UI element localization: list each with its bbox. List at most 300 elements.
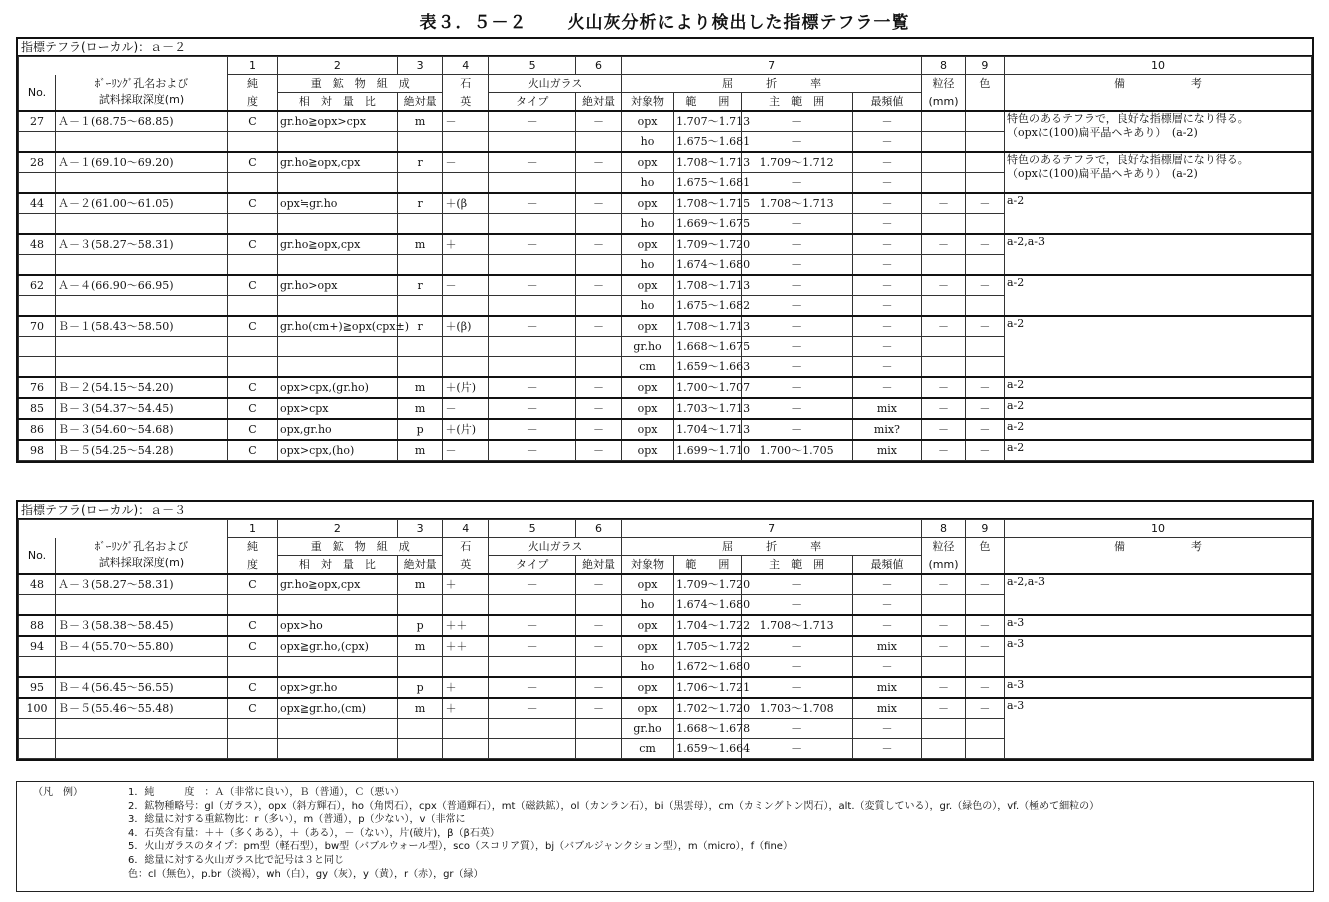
column-number: 9 xyxy=(965,57,1004,75)
main-range: 1.703～1.708 xyxy=(741,698,852,719)
grain-size xyxy=(922,152,966,173)
empty-cell xyxy=(965,357,1004,378)
boring-depth: Ａ－４(66.90～66.95) xyxy=(56,275,228,296)
relative-ratio: gr.ho>opx xyxy=(278,275,398,296)
empty-cell xyxy=(397,255,443,276)
main-range: － xyxy=(741,214,852,235)
empty-cell xyxy=(56,296,228,317)
empty-cell xyxy=(227,657,277,678)
header-glass-absolute: 絶対量 xyxy=(576,556,622,575)
mode-value: － xyxy=(852,337,922,357)
color: － xyxy=(965,234,1004,255)
sample-no: 28 xyxy=(19,152,56,173)
tephra-table-a3 xyxy=(16,500,1314,761)
empty-cell xyxy=(227,739,277,759)
empty-cell xyxy=(922,337,966,357)
main-range: － xyxy=(741,574,852,595)
absolute-amount: m xyxy=(397,698,443,719)
remarks-text: a-2 xyxy=(1006,441,1025,454)
header-remarks: 備 考 xyxy=(1004,538,1311,556)
glass-absolute: － xyxy=(576,677,622,698)
grain-size: － xyxy=(922,234,966,255)
empty-cell xyxy=(443,337,489,357)
remarks xyxy=(1004,419,1311,440)
empty-cell xyxy=(443,173,489,194)
purity: C xyxy=(227,152,277,173)
empty-cell xyxy=(397,214,443,235)
refraction-range: 1.706～1.721 xyxy=(674,677,741,698)
absolute-amount: m xyxy=(397,440,443,461)
empty-cell xyxy=(397,173,443,194)
tephra-data-table xyxy=(18,56,1312,461)
remarks xyxy=(1004,234,1311,275)
refraction-range: 1.659～1.664 xyxy=(674,739,741,759)
table-row xyxy=(19,377,1312,398)
target-mineral: ho xyxy=(621,595,673,616)
column-number: 4 xyxy=(443,57,489,75)
refraction-range: 1.708～1.713 xyxy=(674,275,741,296)
sample-no: 95 xyxy=(19,677,56,698)
empty-cell xyxy=(922,296,966,317)
empty-cell xyxy=(965,337,1004,357)
quartz: ＋(片) xyxy=(443,377,489,398)
column-number: 6 xyxy=(576,57,622,75)
header-boring xyxy=(56,538,228,575)
main-range: － xyxy=(741,337,852,357)
empty-cell xyxy=(489,657,576,678)
quartz: ＋(片) xyxy=(443,419,489,440)
remarks xyxy=(1004,615,1311,636)
mode-value: － xyxy=(852,275,922,296)
empty-cell xyxy=(278,719,398,739)
empty-cell xyxy=(227,173,277,194)
glass-type: － xyxy=(489,398,576,419)
grain-size: － xyxy=(922,419,966,440)
purity: C xyxy=(227,636,277,657)
glass-absolute: － xyxy=(576,152,622,173)
glass-type: － xyxy=(489,377,576,398)
refraction-range: 1.702～1.720 xyxy=(674,698,741,719)
glass-type: － xyxy=(489,316,576,337)
header-purity-2: 度 xyxy=(227,93,277,112)
remarks xyxy=(1004,677,1311,698)
empty-cell xyxy=(922,357,966,378)
empty-cell xyxy=(278,296,398,317)
glass-type: － xyxy=(489,419,576,440)
column-number: 3 xyxy=(397,520,443,538)
header-absolute: 絶対量 xyxy=(397,93,443,112)
refraction-range: 1.675～1.681 xyxy=(674,132,741,153)
glass-absolute: － xyxy=(576,275,622,296)
grain-size: － xyxy=(922,377,966,398)
relative-ratio: opx≒gr.ho xyxy=(278,193,398,214)
header-color: 色 xyxy=(965,538,1004,556)
mode-value: － xyxy=(852,739,922,759)
empty-cell xyxy=(443,132,489,153)
table-row xyxy=(19,677,1312,698)
purity: C xyxy=(227,440,277,461)
empty-cell xyxy=(576,657,622,678)
column-number: 1 xyxy=(227,520,277,538)
table-row xyxy=(19,440,1312,461)
mode-value: mix xyxy=(852,698,922,719)
empty-cell xyxy=(278,173,398,194)
glass-absolute: － xyxy=(576,440,622,461)
color xyxy=(965,111,1004,132)
empty-cell xyxy=(56,214,228,235)
header-sampling-line: 試料採取深度(m) xyxy=(98,93,185,107)
quartz: － xyxy=(443,440,489,461)
empty-cell xyxy=(576,357,622,378)
remarks xyxy=(1004,193,1311,234)
table-row xyxy=(19,574,1312,595)
quartz: － xyxy=(443,398,489,419)
mode-value: － xyxy=(852,657,922,678)
header-purity: 純 xyxy=(227,75,277,93)
header-purity-2: 度 xyxy=(227,556,277,575)
table-row xyxy=(19,193,1312,214)
glass-absolute: － xyxy=(576,193,622,214)
table-row xyxy=(19,234,1312,255)
grain-size: － xyxy=(922,193,966,214)
remarks-text: a-3 xyxy=(1006,616,1025,629)
table-row xyxy=(19,615,1312,636)
glass-absolute: － xyxy=(576,574,622,595)
mode-value: － xyxy=(852,357,922,378)
mode-value: － xyxy=(852,173,922,194)
quartz: ＋(β) xyxy=(443,316,489,337)
color: － xyxy=(965,440,1004,461)
absolute-amount: p xyxy=(397,615,443,636)
boring-depth: Ａ－２(61.00～61.05) xyxy=(56,193,228,214)
mode-value: － xyxy=(852,132,922,153)
header-heavy-mineral: 重 鉱 物 組 成 xyxy=(278,75,443,93)
remarks-text: a-2 xyxy=(1006,399,1025,412)
relative-ratio: opx≧gr.ho,(cpx) xyxy=(278,636,398,657)
empty-cell xyxy=(19,739,56,759)
mode-value: mix xyxy=(852,636,922,657)
absolute-amount: r xyxy=(397,152,443,173)
column-number: 2 xyxy=(278,520,398,538)
table-row xyxy=(19,698,1312,719)
glass-absolute: － xyxy=(576,234,622,255)
column-number: 2 xyxy=(278,57,398,75)
column-number: 3 xyxy=(397,57,443,75)
empty-cell xyxy=(227,357,277,378)
target-mineral: opx xyxy=(621,636,673,657)
boring-depth: Ａ－１(68.75～68.85) xyxy=(56,111,228,132)
main-range: 1.700～1.705 xyxy=(741,440,852,461)
glass-absolute: － xyxy=(576,698,622,719)
empty-cell xyxy=(397,657,443,678)
target-mineral: opx xyxy=(621,193,673,214)
empty-cell xyxy=(19,255,56,276)
glass-type: － xyxy=(489,193,576,214)
absolute-amount: r xyxy=(397,275,443,296)
target-mineral: ho xyxy=(621,255,673,276)
table-number: 表３．５－２ xyxy=(419,13,528,33)
mode-value: mix xyxy=(852,440,922,461)
color: － xyxy=(965,316,1004,337)
glass-type: － xyxy=(489,615,576,636)
legend-line: 2．鉱物種略号：gl（ガラス），opx（斜方輝石），ho（角閃石），cpx（普通輝石），mt（磁鉄鉱），ol（カンラン石），bi（黒雲母），cm（カミングトン閃石），alt.（変質している），gr.（緑色の），vf.（極めて細粒の） xyxy=(128,800,1100,812)
empty-cell xyxy=(397,739,443,759)
header-relative: 相 対 量 比 xyxy=(278,556,398,575)
empty-cell xyxy=(443,739,489,759)
refraction-range: 1.668～1.678 xyxy=(674,719,741,739)
empty-cell xyxy=(227,595,277,616)
empty-cell xyxy=(965,739,1004,759)
legend-line: 4．石英含有量：＋＋（多くある），＋（ある），－（ない），片(破片)，β（β石英） xyxy=(128,827,500,839)
empty-cell xyxy=(922,214,966,235)
empty-cell xyxy=(397,719,443,739)
target-mineral: ho xyxy=(621,657,673,678)
refraction-range: 1.704～1.713 xyxy=(674,419,741,440)
header-grain: 粒径 xyxy=(922,75,966,93)
remarks xyxy=(1004,574,1311,615)
remarks xyxy=(1004,698,1311,759)
target-mineral: opx xyxy=(621,574,673,595)
empty-cell xyxy=(278,657,398,678)
main-range: － xyxy=(741,739,852,759)
absolute-amount: m xyxy=(397,636,443,657)
sample-no: 62 xyxy=(19,275,56,296)
empty-cell xyxy=(489,337,576,357)
table-row xyxy=(19,419,1312,440)
empty-cell xyxy=(922,657,966,678)
empty-cell xyxy=(443,255,489,276)
empty-cell xyxy=(443,214,489,235)
main-range: － xyxy=(741,636,852,657)
header-glass: 火山ガラス xyxy=(489,538,622,556)
table-row xyxy=(19,275,1312,296)
main-range: － xyxy=(741,234,852,255)
empty-cell xyxy=(397,595,443,616)
empty-cell xyxy=(227,719,277,739)
tephra-table-a2 xyxy=(16,37,1314,463)
column-number: 8 xyxy=(922,57,966,75)
legend-box xyxy=(16,781,1314,892)
absolute-amount: m xyxy=(397,377,443,398)
target-mineral: ho xyxy=(621,296,673,317)
refraction-range: 1.705～1.722 xyxy=(674,636,741,657)
boring-depth: Ａ－３(58.27～58.31) xyxy=(56,574,228,595)
purity: C xyxy=(227,316,277,337)
column-number: 9 xyxy=(965,520,1004,538)
glass-type: － xyxy=(489,636,576,657)
table-row xyxy=(19,111,1312,132)
absolute-amount: m xyxy=(397,234,443,255)
boring-depth: Ａ－１(69.10～69.20) xyxy=(56,152,228,173)
header-target: 対象物 xyxy=(621,93,673,112)
mode-value: mix xyxy=(852,398,922,419)
header-quartz-2: 英 xyxy=(443,556,489,575)
column-number: 5 xyxy=(489,57,576,75)
refraction-range: 1.674～1.680 xyxy=(674,595,741,616)
main-range: － xyxy=(741,132,852,153)
target-mineral: opx xyxy=(621,398,673,419)
remarks-text: 特色のあるテフラで，良好な指標層になり得る。 （opxに(100)扁平晶ヘキあり） (a-2) xyxy=(1006,112,1249,139)
header-range: 範 囲 xyxy=(674,556,741,575)
relative-ratio: gr.ho≧opx>cpx xyxy=(278,111,398,132)
empty-cell xyxy=(576,173,622,194)
refraction-range: 1.700～1.707 xyxy=(674,377,741,398)
relative-ratio: opx>ho xyxy=(278,615,398,636)
empty-cell xyxy=(922,255,966,276)
main-range: － xyxy=(741,419,852,440)
absolute-amount: p xyxy=(397,677,443,698)
header-quartz-2: 英 xyxy=(443,93,489,112)
remarks-text: a-3 xyxy=(1006,637,1025,650)
empty-cell xyxy=(576,214,622,235)
absolute-amount: m xyxy=(397,574,443,595)
header-grain: 粒径 xyxy=(922,538,966,556)
glass-type: － xyxy=(489,677,576,698)
refraction-range: 1.708～1.713 xyxy=(674,152,741,173)
quartz: ＋ xyxy=(443,574,489,595)
boring-depth: Ｂ－２(54.15～54.20) xyxy=(56,377,228,398)
refraction-range: 1.708～1.713 xyxy=(674,316,741,337)
empty-cell xyxy=(19,173,56,194)
empty-cell xyxy=(576,739,622,759)
remarks-text: a-2 xyxy=(1006,317,1025,330)
remarks xyxy=(1004,152,1311,193)
column-number: 1 xyxy=(227,57,277,75)
empty-cell xyxy=(443,595,489,616)
absolute-amount: r xyxy=(397,193,443,214)
grain-size: － xyxy=(922,398,966,419)
grain-size: － xyxy=(922,316,966,337)
empty-cell xyxy=(922,132,966,153)
target-mineral: cm xyxy=(621,739,673,759)
color: － xyxy=(965,193,1004,214)
empty-cell xyxy=(489,255,576,276)
color: － xyxy=(965,275,1004,296)
refraction-range: 1.675～1.681 xyxy=(674,173,741,194)
column-number: 7 xyxy=(621,520,921,538)
target-mineral: gr.ho xyxy=(621,719,673,739)
empty-cell xyxy=(397,296,443,317)
legend-line: 3．総量に対する重鉱物比：r（多い），m（普通），p（少ない），v（非常に xyxy=(128,814,466,826)
refraction-range: 1.669～1.675 xyxy=(674,214,741,235)
header-boring-line: ﾎﾞｰﾘﾝｸﾞ孔名および xyxy=(94,77,189,91)
empty-cell xyxy=(56,657,228,678)
main-range: － xyxy=(741,111,852,132)
column-number: 10 xyxy=(1004,57,1311,75)
boring-depth: Ｂ－３(58.38～58.45) xyxy=(56,615,228,636)
header-sampling-line: 試料採取深度(m) xyxy=(98,556,185,570)
remarks xyxy=(1004,398,1311,419)
column-number: 10 xyxy=(1004,520,1311,538)
remarks xyxy=(1004,636,1311,677)
header-heavy-mineral: 重 鉱 物 組 成 xyxy=(278,538,443,556)
empty-cell xyxy=(443,357,489,378)
empty-cell xyxy=(489,296,576,317)
mode-value: － xyxy=(852,574,922,595)
main-range: － xyxy=(741,657,852,678)
empty-cell xyxy=(965,296,1004,317)
purity: C xyxy=(227,615,277,636)
empty-cell xyxy=(443,296,489,317)
target-mineral: gr.ho xyxy=(621,337,673,357)
absolute-amount: p xyxy=(397,419,443,440)
sample-no: 88 xyxy=(19,615,56,636)
sample-no: 85 xyxy=(19,398,56,419)
quartz: ＋ xyxy=(443,698,489,719)
empty-cell xyxy=(19,595,56,616)
refraction-range: 1.703～1.713 xyxy=(674,398,741,419)
glass-type: － xyxy=(489,111,576,132)
refraction-range: 1.709～1.720 xyxy=(674,574,741,595)
table-row xyxy=(19,316,1312,337)
empty-cell xyxy=(489,357,576,378)
quartz: ＋ xyxy=(443,234,489,255)
color: － xyxy=(965,419,1004,440)
quartz: － xyxy=(443,275,489,296)
remarks xyxy=(1004,377,1311,398)
empty-cell xyxy=(489,739,576,759)
target-mineral: ho xyxy=(621,173,673,194)
relative-ratio: gr.ho(cm+)≧opx(cpx±) xyxy=(278,316,398,337)
glass-type: － xyxy=(489,275,576,296)
absolute-amount: m xyxy=(397,398,443,419)
relative-ratio: opx>gr.ho xyxy=(278,677,398,698)
mode-value: － xyxy=(852,595,922,616)
target-mineral: opx xyxy=(621,152,673,173)
header-boring-line: ﾎﾞｰﾘﾝｸﾞ孔名および xyxy=(94,540,189,554)
empty-cell xyxy=(278,255,398,276)
purity: C xyxy=(227,193,277,214)
column-number: 7 xyxy=(621,57,921,75)
empty-cell xyxy=(576,595,622,616)
main-range: 1.708～1.713 xyxy=(741,193,852,214)
quartz: ＋＋ xyxy=(443,615,489,636)
relative-ratio: gr.ho≧opx,cpx xyxy=(278,574,398,595)
sample-no: 44 xyxy=(19,193,56,214)
empty-cell xyxy=(278,357,398,378)
header-glass-absolute: 絶対量 xyxy=(576,93,622,112)
glass-absolute: － xyxy=(576,377,622,398)
refraction-range: 1.675～1.682 xyxy=(674,296,741,317)
empty-cell xyxy=(922,173,966,194)
header-type: タイプ xyxy=(489,556,576,575)
glass-type: － xyxy=(489,698,576,719)
glass-absolute: － xyxy=(576,636,622,657)
empty-cell xyxy=(56,595,228,616)
color: － xyxy=(965,677,1004,698)
target-mineral: ho xyxy=(621,214,673,235)
remarks-text: a-2 xyxy=(1006,420,1025,433)
grain-size: － xyxy=(922,636,966,657)
refraction-range: 1.699～1.710 xyxy=(674,440,741,461)
empty-cell xyxy=(965,719,1004,739)
empty-cell xyxy=(397,337,443,357)
empty-cell xyxy=(19,296,56,317)
header-target: 対象物 xyxy=(621,556,673,575)
target-mineral: opx xyxy=(621,698,673,719)
header-purity: 純 xyxy=(227,538,277,556)
empty-cell xyxy=(576,255,622,276)
purity: C xyxy=(227,398,277,419)
refraction-range: 1.707～1.713 xyxy=(674,111,741,132)
quartz: － xyxy=(443,152,489,173)
sample-no: 98 xyxy=(19,440,56,461)
legend-line: 色：cl（無色），p.br（淡褐），wh（白），gy（灰），y（黄），r（赤），gr（緑） xyxy=(128,868,484,880)
sample-no: 48 xyxy=(19,234,56,255)
remarks xyxy=(1004,111,1311,152)
target-mineral: opx xyxy=(621,275,673,296)
empty-cell xyxy=(922,739,966,759)
